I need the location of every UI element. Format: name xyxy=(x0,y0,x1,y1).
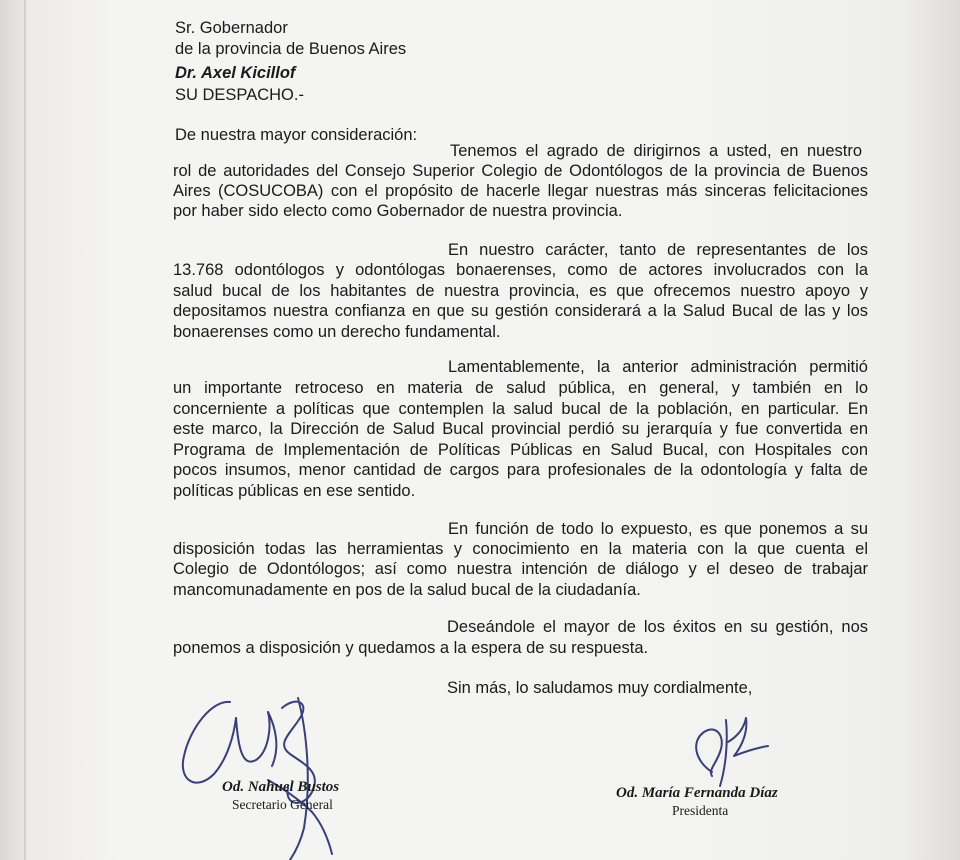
addressee-office: SU DESPACHO.- xyxy=(175,86,304,104)
paragraph-line: Colegio de Odontólogos; así como nuestra intención de diálogo y el deseo de trabajar xyxy=(173,560,868,578)
paragraph-line: un importante retroceso en materia de salud pública, en general, y también en lo xyxy=(173,379,868,397)
signature-secretary-image xyxy=(172,688,362,860)
paragraph-line: por haber sido electo como Gobernador de nuestra provincia. xyxy=(173,202,623,220)
paragraph-line: disposición todas las herramientas y conocimiento en la materia con la que cuenta el xyxy=(173,540,868,558)
paragraph-line: 13.768 odontólogos y odontólogas bonaerenses, como de actores involucrados con la xyxy=(173,261,868,279)
page-edge xyxy=(24,0,26,860)
addressee-province: de la provincia de Buenos Aires xyxy=(175,40,407,58)
paragraph-line: bonaerenses como un derecho fundamental. xyxy=(173,323,501,341)
paragraph-line: Lamentablemente, la anterior administración permitió xyxy=(448,358,868,376)
signatory-1-role: Secretario General xyxy=(232,797,333,812)
addressee-title: Sr. Gobernador xyxy=(175,19,288,37)
paragraph-line: En nuestro carácter, tanto de representantes de los xyxy=(448,241,868,259)
closing-line: Sin más, lo saludamos muy cordialmente, xyxy=(447,679,753,697)
paragraph-line: rol de autoridades del Consejo Superior Colegio de Odontólogos de la provincia de Buenos xyxy=(173,162,868,180)
signatory-1-name: Od. Nahuel Bustos xyxy=(222,779,340,795)
paragraph-line: Aires (COSUCOBA) con el propósito de hacerle llegar nuestras más sinceras felicitaciones xyxy=(173,182,868,200)
paragraph-line: En función de todo lo expuesto, es que ponemos a su xyxy=(448,520,868,538)
paragraph-line: concerniente a políticas que contemplen la salud bucal de la población, en particular. En xyxy=(173,400,868,418)
signature-president-image xyxy=(682,712,772,792)
addressee-name: Dr. Axel Kicillof xyxy=(175,64,296,82)
paragraph-line: ponemos a disposición y quedamos a la espera de su respuesta. xyxy=(173,639,649,657)
signatory-2-role: Presidenta xyxy=(672,803,729,818)
paragraph-line: mancomunadamente en pos de la salud bucal de la ciudadanía. xyxy=(173,581,641,599)
paragraph-line: Deseándole el mayor de los éxitos en su gestión, nos xyxy=(447,618,868,636)
paragraph-line: salud bucal de los habitantes de nuestra provincia, es que ofrecemos nuestro apoyo y xyxy=(173,282,868,300)
paragraph-line: Tenemos el agrado de dirigirnos a usted, en nuestro xyxy=(450,142,862,160)
paragraph-line: Programa de Implementación de Políticas Públicas en Salud Bucal, con Hospitales con xyxy=(173,441,868,459)
paragraph-line: pocos insumos, menor cantidad de cargos para profesionales de la odontología y falta de xyxy=(173,461,868,479)
signatory-2-name: Od. María Fernanda Díaz xyxy=(616,785,778,801)
paragraph-line: depositamos nuestra confianza en que su gestión considerará a la Salud Bucal de las y los xyxy=(173,302,868,320)
paragraph-line: políticas públicas en ese sentido. xyxy=(173,482,416,500)
salutation: De nuestra mayor consideración: xyxy=(175,126,418,144)
paragraph-line: este marco, la Dirección de Salud Bucal provincial perdió su jerarquía y fue convertida en xyxy=(173,420,868,438)
